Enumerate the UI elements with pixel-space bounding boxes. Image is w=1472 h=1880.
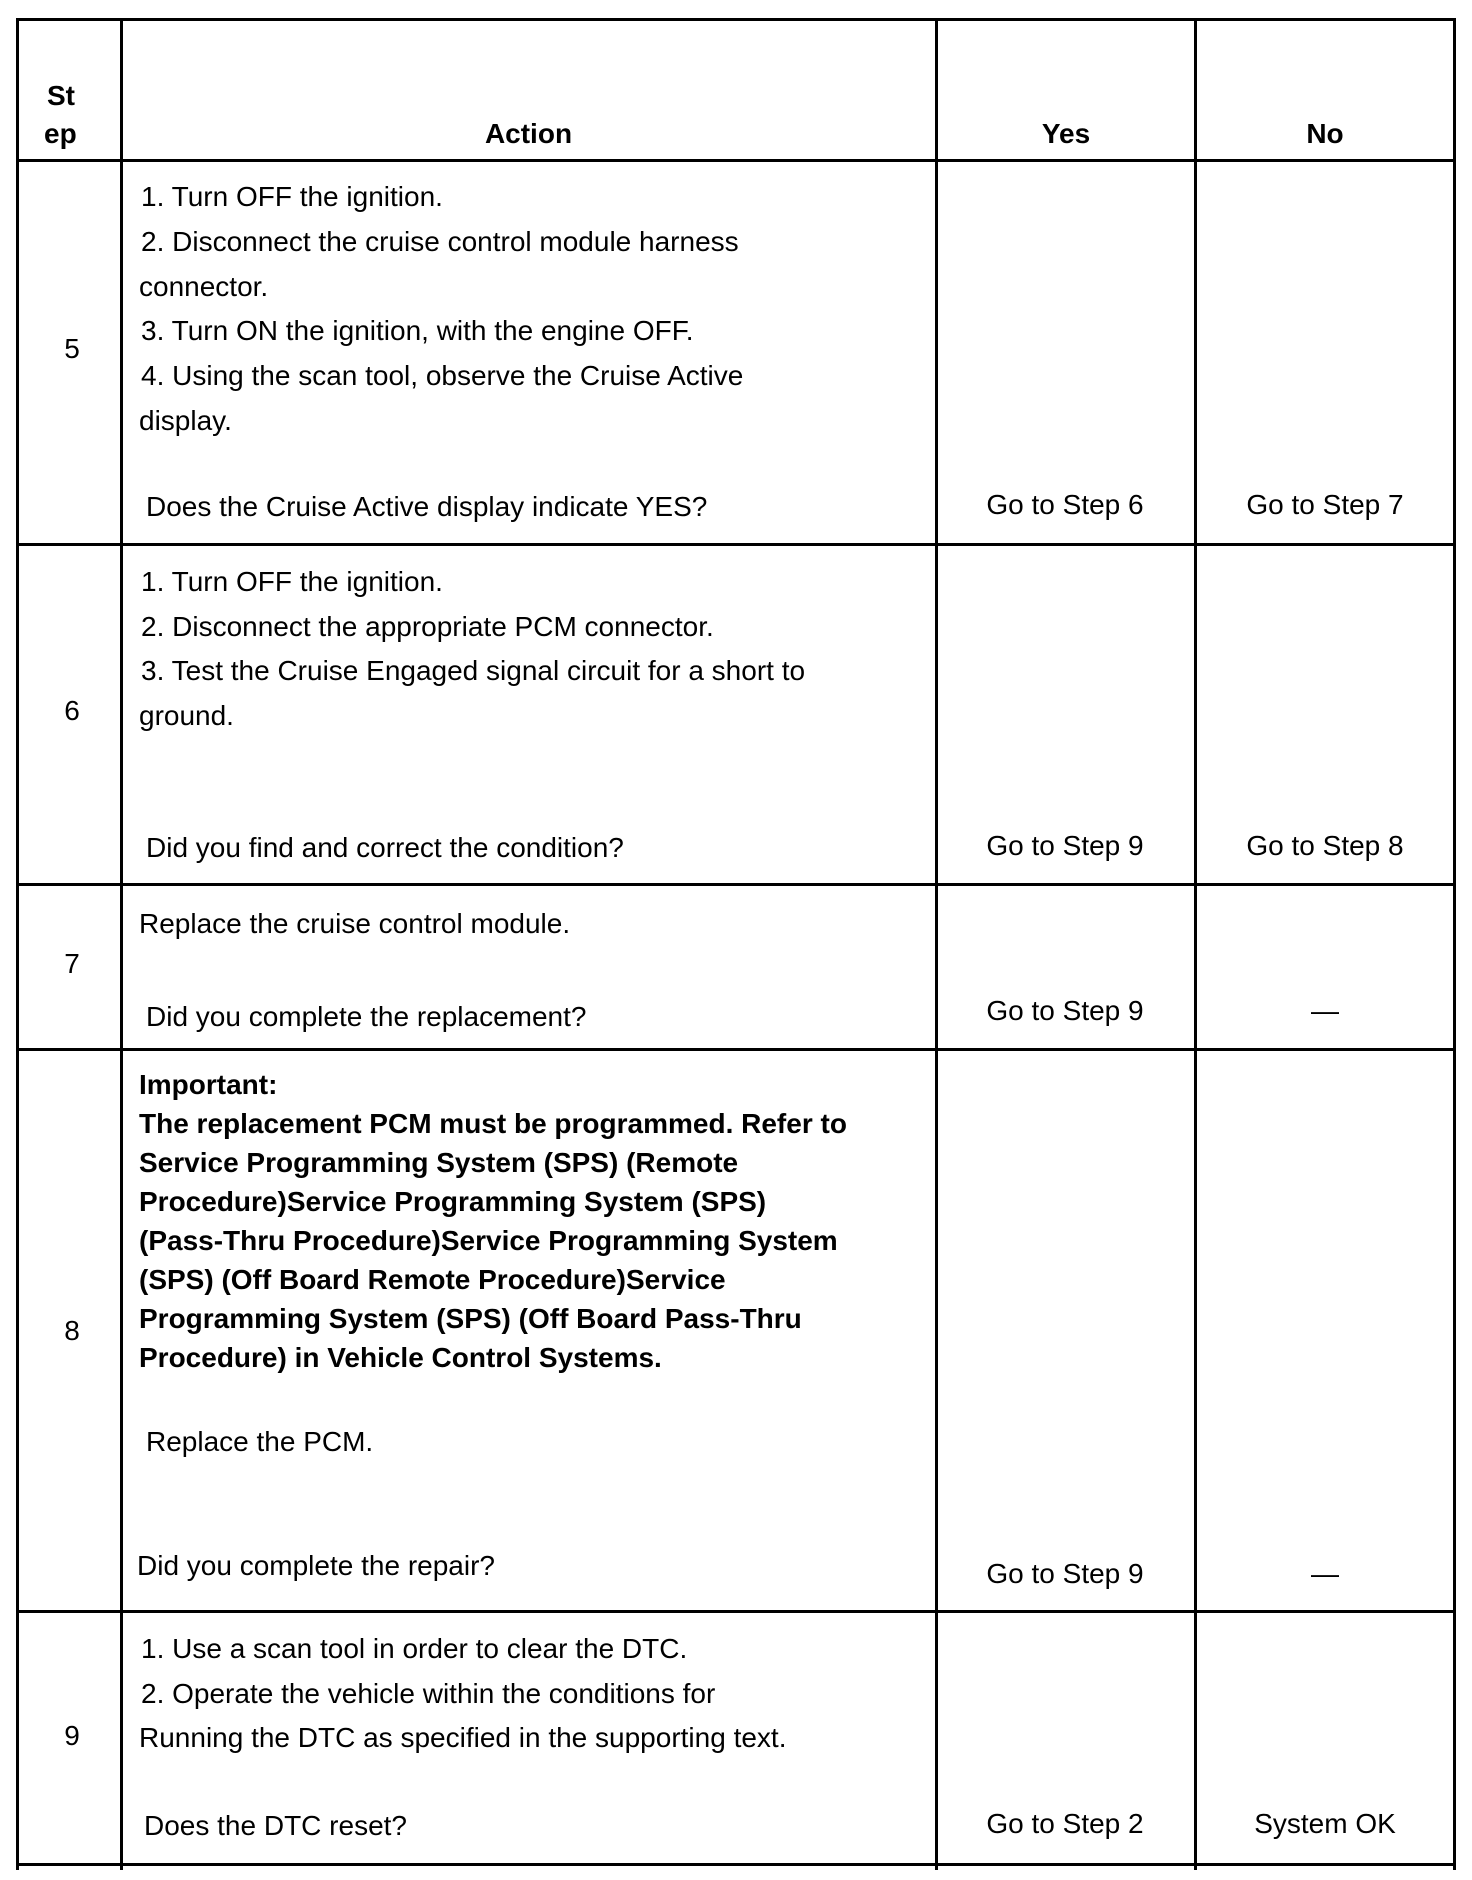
important-text-line: Service Programming System (SPS) (Remote — [139, 1147, 739, 1178]
no-outcome: Go to Step 8 — [1246, 830, 1404, 861]
important-text-line: Procedure) in Vehicle Control Systems. — [139, 1342, 662, 1373]
action-question: Does the DTC reset? — [144, 1810, 407, 1841]
step-number: 5 — [64, 333, 80, 364]
table-border-top — [16, 18, 1456, 21]
step-number: 8 — [64, 1315, 80, 1346]
yes-outcome: Go to Step 6 — [986, 489, 1144, 520]
important-text-line: Programming System (SPS) (Off Board Pass-Thru — [139, 1303, 802, 1334]
yes-outcome: Go to Step 2 — [986, 1808, 1144, 1839]
action-line: Running the DTC as specified in the supporting text. — [139, 1722, 787, 1753]
no-outcome: — — [1311, 1558, 1339, 1589]
action-line: 2. Disconnect the appropriate PCM connector. — [141, 611, 714, 642]
action-line: 1. Turn OFF the ignition. — [141, 566, 443, 597]
header-yes: Yes — [1041, 118, 1091, 149]
important-text-line: (SPS) (Off Board Remote Procedure)Service — [139, 1264, 726, 1295]
action-line: 2. Operate the vehicle within the conditions for — [141, 1678, 716, 1709]
step-number: 6 — [64, 695, 80, 726]
important-label: Important: — [139, 1069, 278, 1100]
no-outcome: Go to Step 7 — [1246, 489, 1404, 520]
table-border-left — [16, 20, 19, 1870]
column-divider — [1194, 20, 1197, 1870]
action-line: Replace the cruise control module. — [139, 908, 571, 939]
action-question: Did you complete the replacement? — [146, 1001, 587, 1032]
header-no: No — [1306, 118, 1344, 149]
action-question: Did you find and correct the condition? — [146, 832, 624, 863]
no-outcome: — — [1311, 995, 1339, 1026]
column-divider — [935, 20, 938, 1870]
action-line: connector. — [139, 271, 269, 302]
header-step-line1: St — [47, 80, 75, 111]
yes-outcome: Go to Step 9 — [986, 1558, 1144, 1589]
action-line: 1. Use a scan tool in order to clear the DTC. — [141, 1633, 688, 1664]
action-instruction: Replace the PCM. — [146, 1426, 374, 1457]
action-question: Does the Cruise Active display indicate YES? — [146, 491, 708, 522]
row-divider — [16, 159, 1456, 162]
row-divider — [16, 543, 1456, 546]
important-text-line: Procedure)Service Programming System (SPS) — [139, 1186, 767, 1217]
column-divider — [120, 20, 123, 1870]
action-line: 4. Using the scan tool, observe the Cruise Active — [141, 360, 744, 391]
action-line: ground. — [139, 700, 234, 731]
action-line: display. — [139, 405, 232, 436]
step-number: 7 — [64, 948, 80, 979]
header-action: Action — [484, 118, 573, 149]
action-line: 2. Disconnect the cruise control module harness — [141, 226, 739, 257]
action-question: Did you complete the repair? — [137, 1550, 495, 1581]
step-number: 9 — [64, 1720, 80, 1751]
table-border-right — [1453, 20, 1456, 1870]
yes-outcome: Go to Step 9 — [986, 830, 1144, 861]
action-line: 3. Test the Cruise Engaged signal circuit for a short to — [141, 655, 806, 686]
important-text-line: (Pass-Thru Procedure)Service Programming System — [139, 1225, 838, 1256]
row-divider — [16, 1610, 1456, 1613]
no-outcome: System OK — [1254, 1808, 1396, 1839]
table-border-bottom — [16, 1863, 1456, 1866]
important-text-line: The replacement PCM must be programmed. Refer to — [139, 1108, 847, 1139]
header-step-line2: ep — [44, 118, 77, 149]
action-line: 3. Turn ON the ignition, with the engine OFF. — [141, 315, 694, 346]
yes-outcome: Go to Step 9 — [986, 995, 1144, 1026]
action-line: 1. Turn OFF the ignition. — [141, 181, 443, 212]
row-divider — [16, 883, 1456, 886]
row-divider — [16, 1048, 1456, 1051]
